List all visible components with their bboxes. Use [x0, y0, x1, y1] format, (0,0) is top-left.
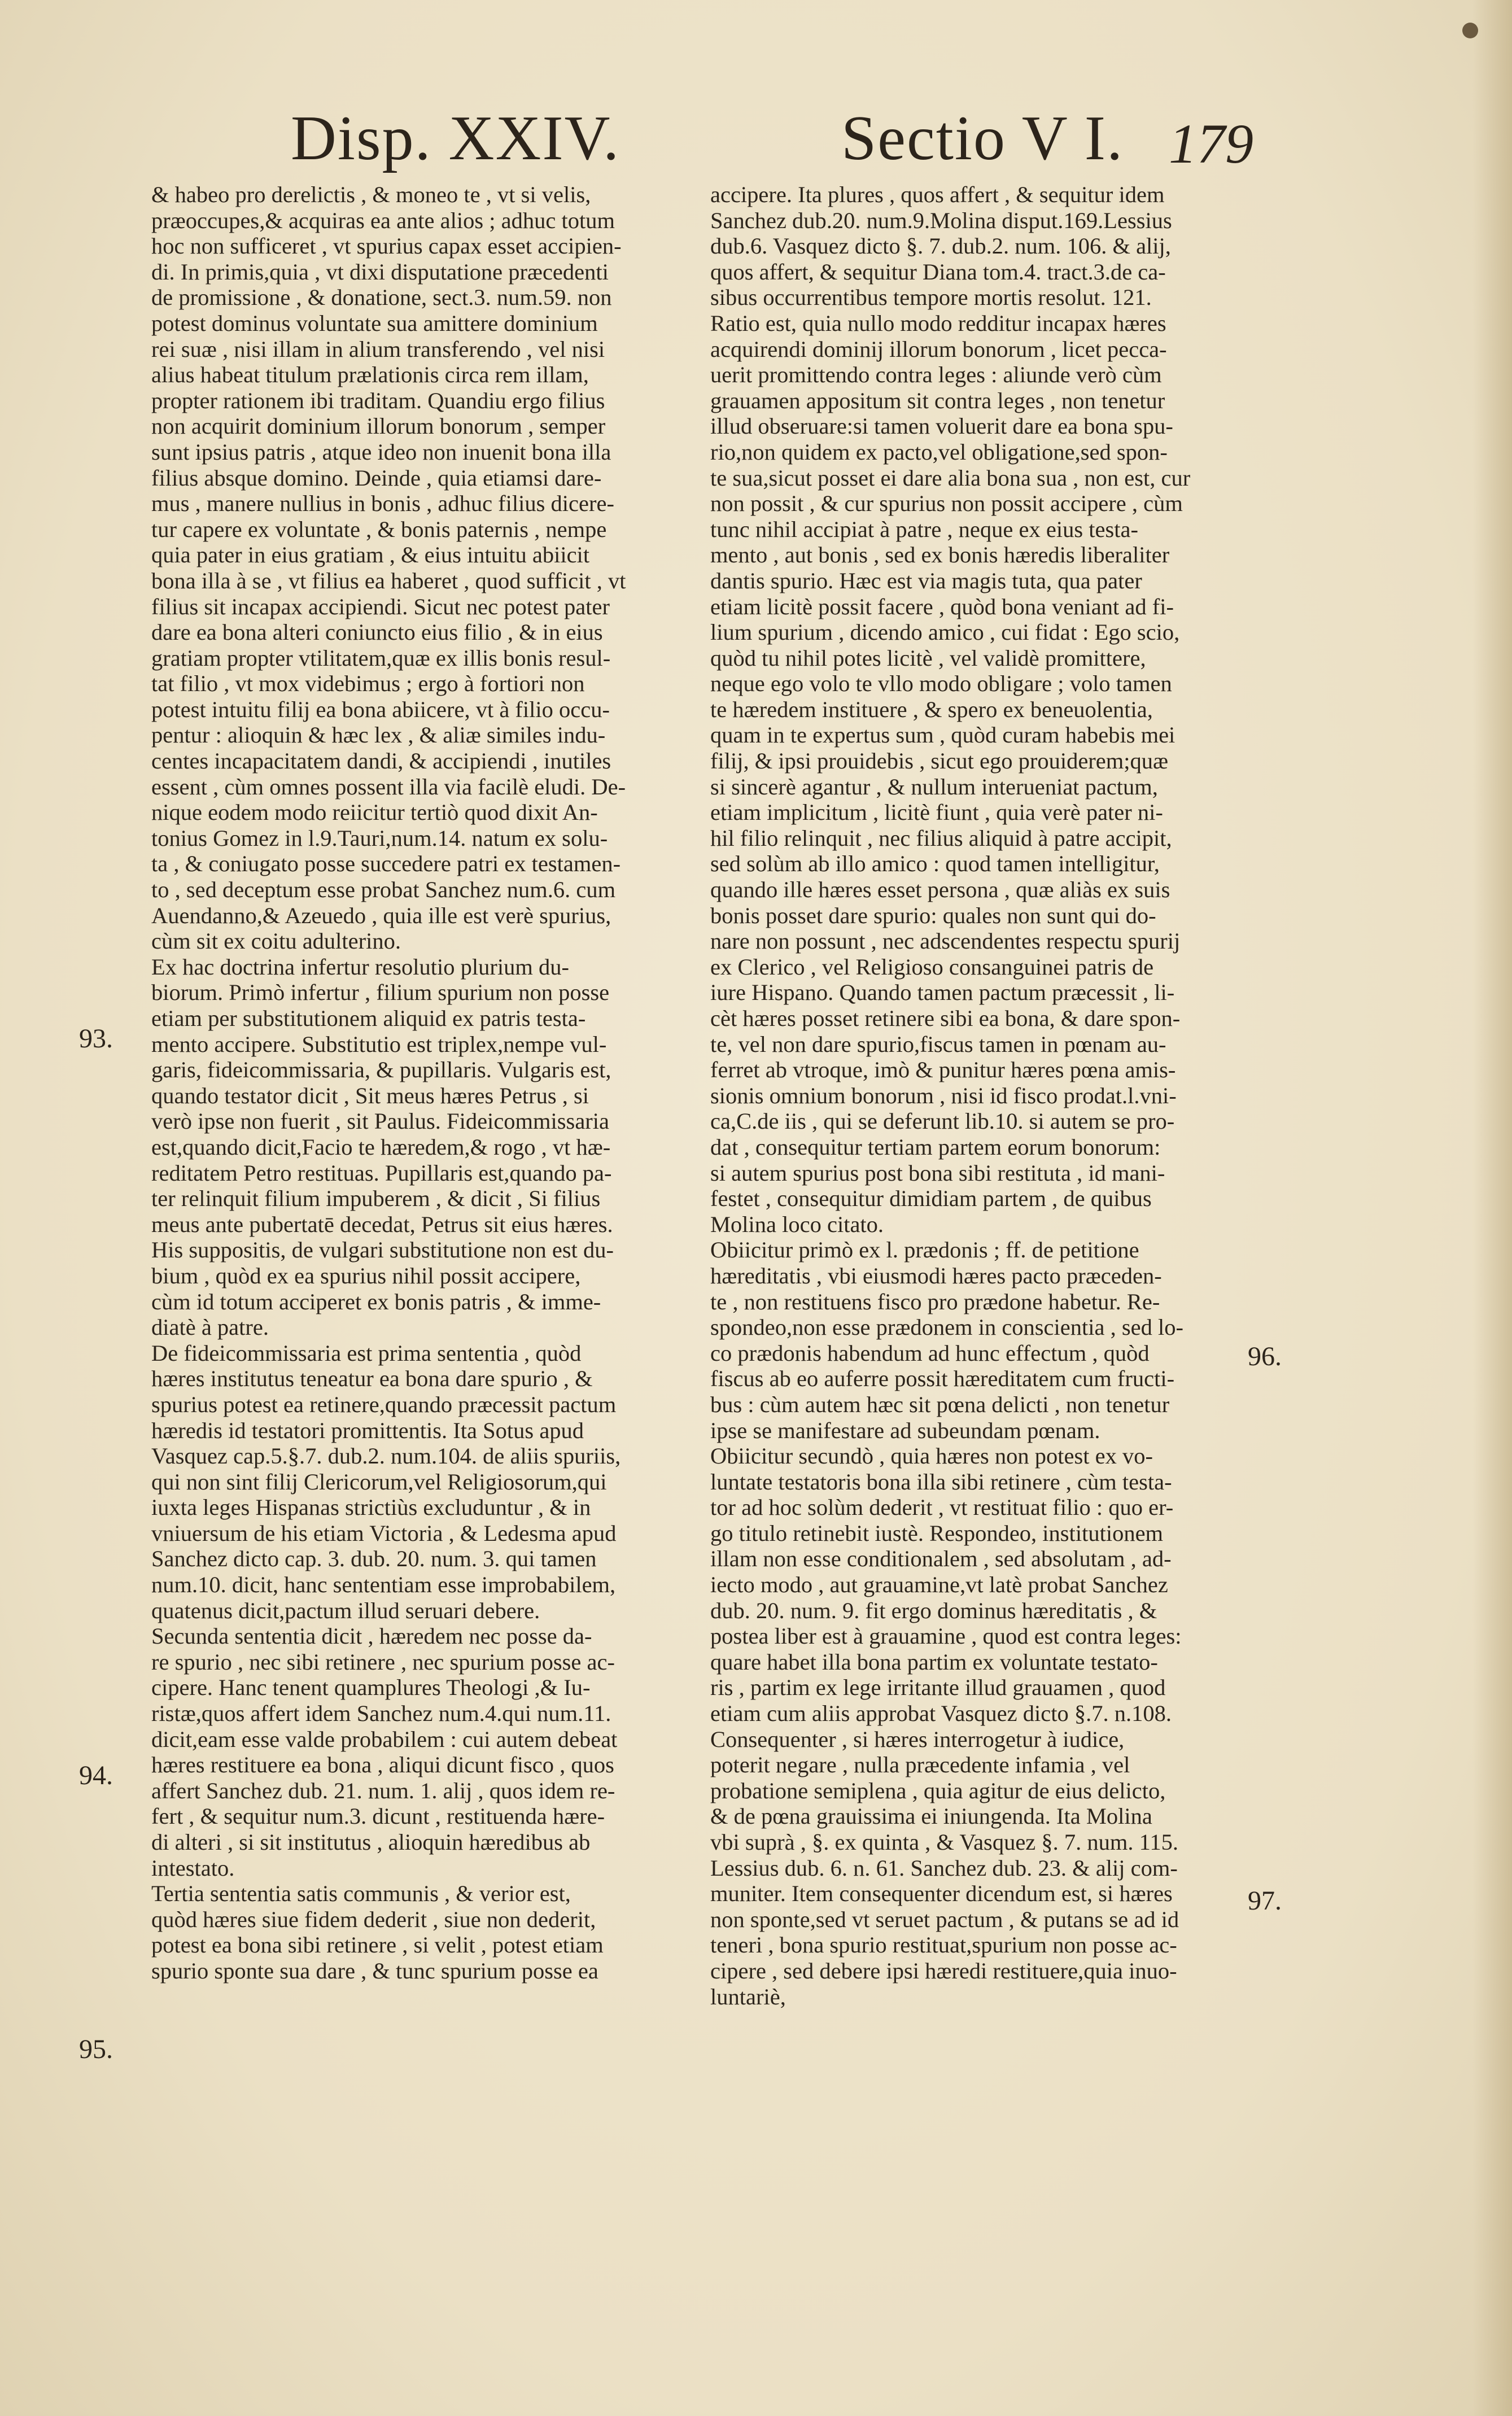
text-line: num.10. dicit, hanc sententiam esse improbabilem,: [151, 1572, 616, 1598]
running-header: [0, 96, 1512, 181]
text-line: si autem spurius post bona sibi restituta , id mani-: [710, 1160, 1165, 1186]
text-line: sibus occurrentibus tempore mortis resolut. 121.: [710, 285, 1152, 311]
text-line: Lessius dub. 6. n. 61. Sanchez dub. 23. & alij com-: [710, 1855, 1178, 1881]
text-line: hil filio relinquit , nec filius aliquid à patre accipit,: [710, 825, 1172, 851]
ink-dot-mark: [1462, 23, 1478, 38]
text-line: co prædonis habendum ad hunc effectum , quòd: [710, 1340, 1150, 1366]
margin-number-94: 94.: [79, 1760, 113, 1790]
text-line: iuxta leges Hispanas strictiùs excluduntur , & in: [151, 1495, 591, 1521]
text-line: gratiam propter vtilitatem,quæ ex illis bonis resul-: [151, 645, 611, 671]
text-line: illud obseruare:si tamen voluerit dare ea bona spu-: [710, 413, 1173, 439]
text-line: festet , consequitur dimidiam partem , de quibus: [710, 1186, 1152, 1212]
text-line: quia pater in eius gratiam , & eius intuitu abiicit: [151, 542, 590, 568]
text-line: spurius potest ea retinere,quando præcessit pactum: [151, 1391, 617, 1417]
text-line: muniter. Item consequenter dicendum est, si hæres: [710, 1881, 1173, 1907]
text-line: sed solùm ab illo amico : quod tamen intelligitur,: [710, 851, 1160, 877]
text-line: fiscus ab eo auferre possit hæreditatem cum fructi-: [710, 1366, 1175, 1392]
text-line: est,quando dicit,Facio te hæredem,& rogo , vt hæ-: [151, 1134, 611, 1160]
text-line: bium , quòd ex ea spurius nihil possit accipere,: [151, 1262, 581, 1288]
text-line: ipse se manifestare ad subeundam pœnam.: [710, 1417, 1100, 1443]
text-line: Ex hac doctrina infertur resolutio plurium du-: [151, 954, 570, 980]
text-line: & de pœna grauissima ei iniungenda. Ita Molina: [710, 1803, 1152, 1829]
text-line: Vasquez cap.5.§.7. dub.2. num.104. de aliis spuriis,: [151, 1443, 621, 1469]
text-line: etiam licitè possit facere , quòd bona veniant ad fi-: [710, 593, 1174, 619]
text-line: nare non possunt , nec adscendentes respectu spurij: [710, 928, 1181, 954]
page-edge-shadow: [1472, 0, 1512, 2416]
text-line: postea liber est à grauamine , quod est contra leges:: [710, 1623, 1182, 1649]
text-line: potest dominus voluntate sua amittere dominium: [151, 310, 598, 336]
text-line: quos affert, & sequitur Diana tom.4. tract.3.de ca-: [710, 259, 1166, 285]
text-line: mento , aut bonis , sed ex bonis hæredis liberaliter: [710, 542, 1170, 568]
text-line: di. In primis,quia , vt dixi disputatione præcedenti: [151, 259, 609, 285]
text-line: quòd hæres siue fidem dederit , siue non dederit,: [151, 1906, 596, 1932]
text-line: quare habet illa bona partim ex voluntate testato-: [710, 1649, 1158, 1675]
text-line: ter relinquit filium impuberem , & dicit , Si filius: [151, 1186, 601, 1212]
margin-number-93: 93.: [79, 1024, 113, 1054]
text-line: vniuersum de his etiam Victoria , & Ledesma apud: [151, 1520, 617, 1546]
text-line: iecto modo , aut grauamine,vt latè probat Sanchez: [710, 1572, 1168, 1598]
text-line: filius sit incapax accipiendi. Sicut nec potest pater: [151, 593, 610, 619]
text-line: etiam implicitum , licitè fiunt , quia verè pater ni-: [710, 799, 1163, 825]
text-line: Ratio est, quia nullo modo redditur incapax hæres: [710, 310, 1166, 336]
text-line: tunc nihil accipiat à patre , neque ex eius testa-: [710, 516, 1138, 542]
text-line: te sua,sicut posset ei dare alia bona sua , non est, cur: [710, 465, 1191, 491]
text-line: cipere , sed debere ipsi hæredi restituere,quia inuo-: [710, 1958, 1177, 1984]
text-line: pentur : alioquin & hæc lex , & aliæ similes indu-: [151, 722, 606, 748]
text-line: potest intuitu filij ea bona abiicere, vt à filio occu-: [151, 696, 610, 722]
text-line: qui non sint filij Clericorum,vel Religiosorum,qui: [151, 1469, 607, 1495]
text-line: illam non esse conditionalem , sed absolutam , ad-: [710, 1546, 1172, 1572]
text-line: dantis spurio. Hæc est via magis tuta, qua pater: [710, 567, 1142, 593]
text-line: hæres institutus teneatur ea bona dare spurio , &: [151, 1366, 593, 1392]
text-line: non possit , & cur spurius non possit accipere , cùm: [710, 491, 1183, 517]
text-line: spurio sponte sua dare , & tunc spurium posse ea: [151, 1958, 598, 1984]
text-line: rio,non quidem ex pacto,vel obligatione,sed spon-: [710, 439, 1168, 465]
text-line: hæres restituere ea bona , aliqui dicunt fisco , quos: [151, 1752, 614, 1778]
text-line: filius absque domino. Deinde , quia etiamsi dare-: [151, 465, 602, 491]
text-line: Sanchez dicto cap. 3. dub. 20. num. 3. qui tamen: [151, 1546, 597, 1572]
text-line: neque ego volo te vllo modo obligare ; volo tamen: [710, 671, 1172, 697]
text-line: ristæ,quos affert idem Sanchez num.4.qui num.11.: [151, 1701, 611, 1727]
text-line: cipere. Hanc tenent quamplures Theologi ,& Iu-: [151, 1675, 591, 1701]
text-line: quòd tu nihil potes licitè , vel validè promittere,: [710, 645, 1146, 671]
text-line: dicit,eam esse valde probabilem : cui autem debeat: [151, 1726, 618, 1752]
text-line: tor ad hoc solùm dederit , vt restituat filio : quo er-: [710, 1495, 1174, 1521]
text-line: ex Clerico , vel Religioso consanguinei patris de: [710, 954, 1154, 980]
text-line: acquirendi dominij illorum bonorum , licet pecca-: [710, 336, 1167, 362]
header-disputation: Disp. XXIV.: [291, 103, 620, 173]
left-text-column: [151, 182, 668, 1984]
text-line: dub. 20. num. 9. fit ergo dominus hæreditatis , &: [710, 1597, 1157, 1623]
text-line: si sincerè agantur , & nullum interueniat pactum,: [710, 774, 1158, 799]
text-line: bus : cùm autem hæc sit pœna delicti , non tenetur: [710, 1391, 1170, 1417]
text-line: rei suæ , nisi illam in alium transferendo , vel nisi: [151, 336, 605, 362]
text-line: ferret ab vtroque, imò & punitur hæres pœna amis-: [710, 1057, 1176, 1083]
text-line: lium spurium , dicendo amico , cui fidat : Ego scio,: [710, 619, 1180, 645]
text-line: dat , consequitur tertiam partem eorum bonorum:: [710, 1134, 1161, 1160]
text-line: iure Hispano. Quando tamen pactum præcessit , li-: [710, 980, 1175, 1006]
text-line: Auendanno,& Azeuedo , quia ille est verè spurius,: [151, 902, 611, 928]
text-line: mento accipere. Substitutio est triplex,nempe vul-: [151, 1031, 607, 1057]
text-line: go titulo retinebit iustè. Respondeo, institutionem: [710, 1520, 1164, 1546]
text-line: di alteri , si sit institutus , alioquin hæredibus ab: [151, 1829, 591, 1855]
margin-number-95: 95.: [79, 2034, 113, 2064]
margin-number-97: 97.: [1248, 1886, 1282, 1916]
text-line: De fideicommissaria est prima sententia , quòd: [151, 1340, 582, 1366]
text-line: fert , & sequitur num.3. dicunt , restituenda hære-: [151, 1803, 605, 1829]
text-line: luntate testatoris bona illa sibi retinere , cùm testa-: [710, 1469, 1172, 1495]
text-line: luntariè,: [710, 1984, 786, 2009]
text-line: essent , cùm omnes possent illa via facilè eludi. De-: [151, 774, 626, 799]
text-line: Secunda sententia dicit , hæredem nec posse da-: [151, 1623, 592, 1649]
text-line: intestato.: [151, 1855, 235, 1881]
text-line: teneri , bona spurio restituat,spurium non posse ac-: [710, 1932, 1177, 1958]
text-line: Obiicitur primò ex l. prædonis ; ff. de petitione: [710, 1237, 1139, 1263]
text-line: meus ante pubertatē decedat, Petrus sit eius hæres.: [151, 1211, 613, 1237]
text-line: bona illa à se , vt filius ea haberet , quod sufficit , vt: [151, 567, 626, 593]
text-line: affert Sanchez dub. 21. num. 1. alij , quos idem re-: [151, 1777, 615, 1803]
text-line: te hæredem instituere , & spero ex beneuolentia,: [710, 696, 1153, 722]
text-line: ris , partim ex lege irritante illud grauamen , quod: [710, 1675, 1166, 1701]
text-line: His suppositis, de vulgari substitutione non est du-: [151, 1237, 614, 1263]
text-line: quam in te expertus sum , quòd curam habebis mei: [710, 722, 1175, 748]
text-line: garis, fideicommissaria, & pupillaris. Vulgaris est,: [151, 1057, 611, 1083]
text-line: Obiicitur secundò , quia hæres non potest ex vo-: [710, 1443, 1153, 1469]
text-line: cùm id totum acciperet ex bonis patris , & imme-: [151, 1288, 601, 1314]
text-line: spondeo,non esse prædonem in conscientia , sed lo-: [710, 1314, 1183, 1340]
text-line: Sanchez dub.20. num.9.Molina disput.169.Lessius: [710, 207, 1172, 233]
text-line: propter rationem ibi traditam. Quandiu ergo filius: [151, 387, 605, 413]
text-line: probatione semiplena , quia agitur de eius delicto,: [710, 1777, 1166, 1803]
text-line: te , non restituens fisco pro prædone habetur. Re-: [710, 1288, 1160, 1314]
text-line: ca,C.de iis , qui se deferunt lib.10. si autem se pro-: [710, 1108, 1175, 1134]
text-line: poterit negare , nulla præcedente infamia , vel: [710, 1752, 1130, 1778]
text-line: præoccupes,& acquiras ea ante alios ; adhuc totum: [151, 207, 615, 233]
text-line: nique eodem modo reiicitur tertiò quod dixit An-: [151, 799, 598, 825]
text-line: sionis omnium bonorum , nisi id fisco prodat.l.vni-: [710, 1082, 1177, 1108]
text-line: alius habeat titulum prælationis circa rem illam,: [151, 362, 589, 388]
text-line: filij, & ipsi prouidebis , sicut ego prouiderem;quæ: [710, 748, 1169, 774]
text-line: diatè à patre.: [151, 1314, 269, 1340]
text-line: te, vel non dare spurio,fiscus tamen in pœnam au-: [710, 1031, 1166, 1057]
text-line: non sponte,sed vt seruet pactum , & putans se ad id: [710, 1906, 1179, 1932]
text-line: tonius Gomez in l.9.Tauri,num.14. natum ex solu-: [151, 825, 608, 851]
text-line: tat filio , vt mox videbimus ; ergo à fortiori non: [151, 671, 585, 697]
text-line: to , sed deceptum esse probat Sanchez num.6. cum: [151, 877, 616, 903]
text-line: dub.6. Vasquez dicto §. 7. dub.2. num. 106. & alij,: [710, 233, 1171, 259]
text-line: accipere. Ita plures , quos affert , & sequitur idem: [710, 182, 1165, 207]
text-line: ta , & coniugato posse succedere patri ex testamen-: [151, 851, 621, 877]
text-line: mus , manere nullius in bonis , adhuc filius dicere-: [151, 491, 614, 517]
text-line: potest ea bona sibi retinere , si velit , potest etiam: [151, 1932, 604, 1958]
text-line: hæredis id testatori promittentis. Ita Sotus apud: [151, 1417, 584, 1443]
text-line: Tertia sententia satis communis , & verior est,: [151, 1881, 571, 1907]
text-line: dare ea bona alteri coniuncto eius filio , & in eius: [151, 619, 603, 645]
text-line: hoc non sufficeret , vt spurius capax esset accipien-: [151, 233, 622, 259]
text-line: hæreditatis , vbi eiusmodi hæres pacto præceden-: [710, 1262, 1162, 1288]
text-line: uerit promittendo contra leges : aliunde verò cùm: [710, 362, 1162, 388]
text-line: etiam cum aliis approbat Vasquez dicto §.7. n.108.: [710, 1701, 1172, 1727]
text-line: quando testator dicit , Sit meus hæres Petrus , si: [151, 1082, 589, 1108]
text-line: Consequenter , si hæres interrogetur à iudice,: [710, 1726, 1125, 1752]
text-line: biorum. Primò infertur , filium spurium non posse: [151, 980, 610, 1006]
text-line: reditatem Petro restituas. Pupillaris est,quando pa-: [151, 1160, 612, 1186]
text-line: Molina loco citato.: [710, 1211, 884, 1237]
text-line: quatenus dicit,pactum illud seruari debere.: [151, 1597, 540, 1623]
text-line: quando ille hæres esset persona , quæ aliàs ex suis: [710, 877, 1170, 903]
text-line: cùm sit ex coitu adulterino.: [151, 928, 401, 954]
header-section: Sectio V I.: [841, 103, 1124, 173]
text-line: re spurio , nec sibi retinere , nec spurium posse ac-: [151, 1649, 615, 1675]
text-line: grauamen appositum sit contra leges , non tenetur: [710, 387, 1165, 413]
text-line: cèt hæres posset retinere sibi ea bona, & dare spon-: [710, 1006, 1181, 1031]
text-line: etiam per substitutionem aliquid ex patris testa-: [151, 1006, 586, 1031]
text-line: vbi suprà , §. ex quinta , & Vasquez §. 7. num. 115.: [710, 1829, 1179, 1855]
text-line: sunt ipsius patris , atque ideo non inuenit bona illa: [151, 439, 611, 465]
text-line: bonis posset dare spurio: quales non sunt qui do-: [710, 902, 1156, 928]
text-line: centes incapacitatem dandi, & accipiendi , inutiles: [151, 748, 611, 774]
text-line: tur capere ex voluntate , & bonis paternis , nempe: [151, 516, 607, 542]
right-text-column: [710, 182, 1227, 2009]
text-line: verò ipse non fuerit , sit Paulus. Fideicommissaria: [151, 1108, 610, 1134]
text-line: de promissione , & donatione, sect.3. num.59. non: [151, 285, 612, 311]
page-number: 179: [1169, 112, 1253, 175]
text-line: & habeo pro derelictis , & moneo te , vt si velis,: [151, 182, 591, 207]
margin-number-96: 96.: [1248, 1342, 1282, 1371]
text-line: non acquirit dominium illorum bonorum , semper: [151, 413, 606, 439]
